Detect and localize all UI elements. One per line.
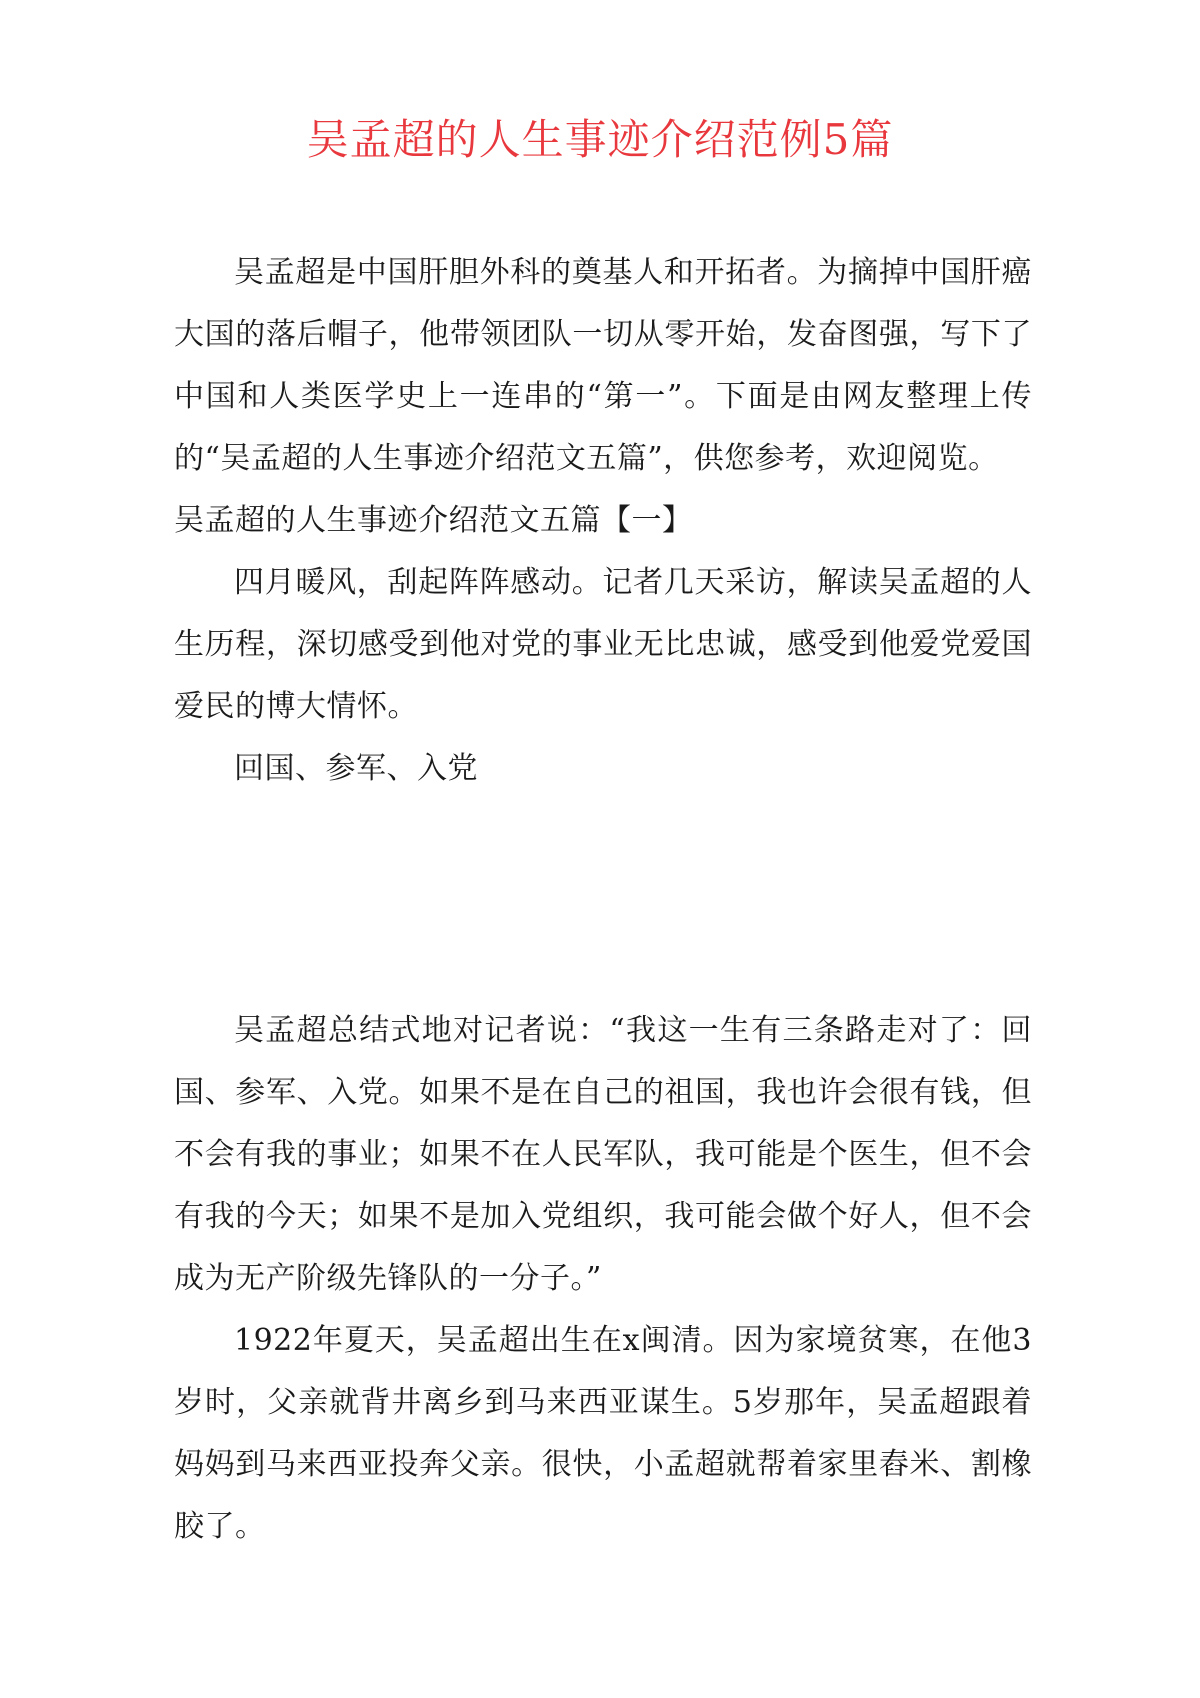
- body-paragraph: 四月暖风，刮起阵阵感动。记者几天采访，解读吴孟超的人生历程，深切感受到他对党的事业无比忠诚，感受到他爱党爱国爱民的博大情怀。: [174, 565, 1032, 724]
- quote-paragraph: 吴孟超总结式地对记者说：“我这一生有三条路走对了：回国、参军、入党。如果不是在自己的祖国，我也许会很有钱，但不会有我的事业；如果不在人民军队，我可能是个医生，但不会有我的今天；如果不是加入党组织，我可能会做个好人，但不会成为无产阶级先锋队的一分子。”: [174, 1013, 1032, 1296]
- intro-paragraph: 吴孟超是中国肝胆外科的奠基人和开拓者。为摘掉中国肝癌大国的落后帽子，他带领团队一切从零开始，发奋图强，写下了中国和人类医学史上一连串的“第一”。下面是由网友整理上传的“吴孟超的人生事迹介绍范文五篇”，供您参考，欢迎阅览。: [174, 255, 1032, 476]
- document-title: 吴孟超的人生事迹介绍范例5篇: [306, 115, 894, 164]
- content-block-bottom: [174, 1000, 1032, 1558]
- section-heading: 吴孟超的人生事迹介绍范文五篇【一】: [174, 503, 693, 538]
- subheading-paragraph: 回国、参军、入党: [234, 751, 478, 786]
- biography-paragraph: 1922年夏天，吴孟超出生在x闽清。因为家境贫寒，在他3岁时，父亲就背井离乡到马来西亚谋生。5岁那年，吴孟超跟着妈妈到马来西亚投奔父亲。很快，小孟超就帮着家里舂米、割橡胶了。: [174, 1323, 1032, 1544]
- content-block-top: [174, 242, 1032, 800]
